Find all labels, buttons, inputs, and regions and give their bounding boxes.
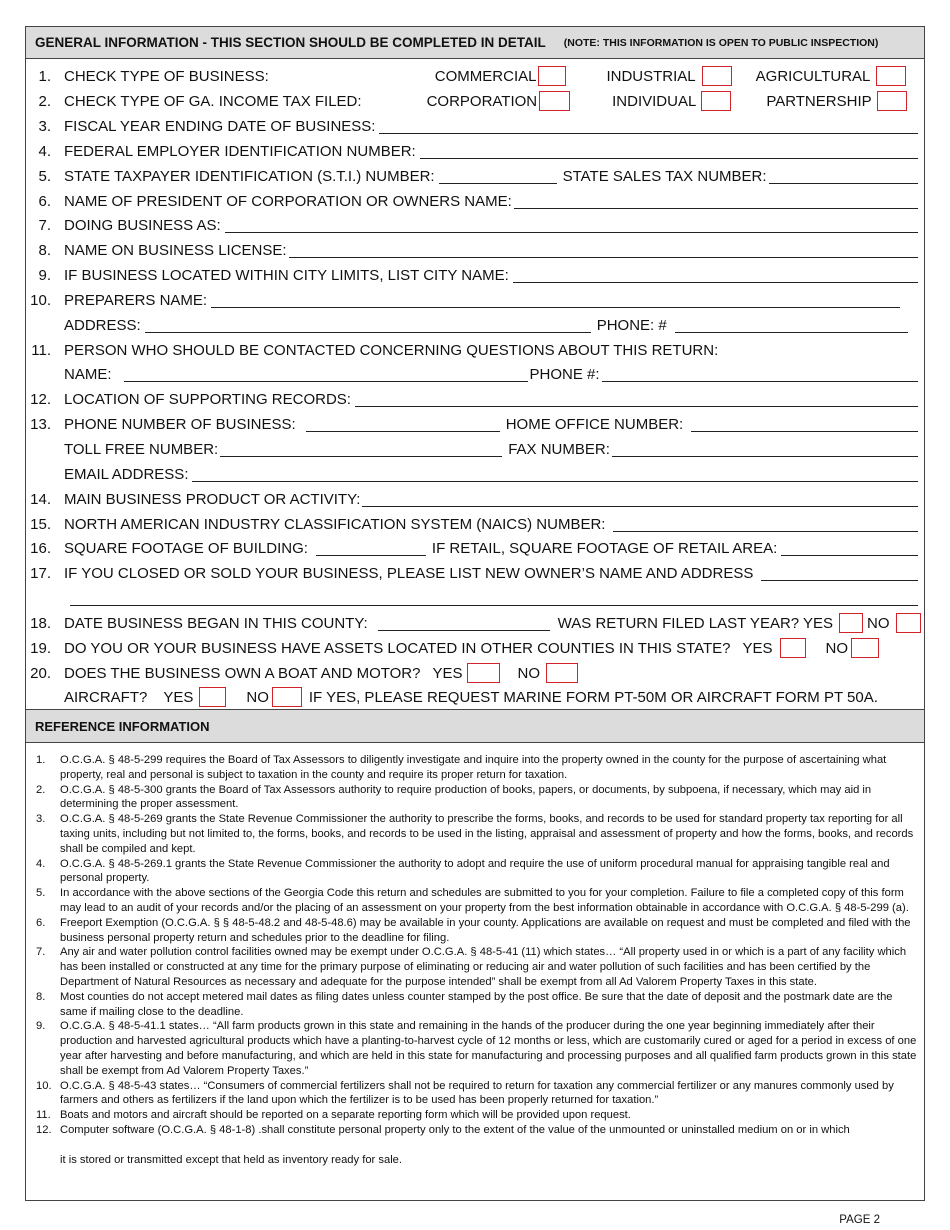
reference-item-number	[36, 1153, 60, 1168]
supporting-records-field[interactable]	[355, 392, 918, 407]
aircraft-label: AIRCRAFT?	[64, 688, 148, 706]
date-began-label: DATE BUSINESS BEGAN IN THIS COUNTY:	[64, 614, 368, 632]
filed-last-year-no-label: NO	[867, 614, 890, 632]
date-began-field[interactable]	[378, 616, 550, 631]
other-counties-no-label: NO	[825, 639, 849, 657]
fiscal-year-label: FISCAL YEAR ENDING DATE OF BUSINESS:	[64, 117, 376, 135]
reference-item-text: Most counties do not accept metered mail dates as filing dates unless counter stamped by the post office. Be sure that the date of deposit and the postmark date are the same if mailing close to the deadline.	[60, 990, 893, 1018]
row-sti	[26, 164, 924, 188]
reference-item-text: it is stored or transmitted except that held as inventory ready for sale.	[60, 1153, 403, 1166]
home-office-label: HOME OFFICE NUMBER:	[505, 415, 684, 433]
reference-item-number: 3.	[36, 813, 46, 826]
item-number: 1.	[38, 67, 51, 85]
row-date-began	[26, 611, 924, 635]
business-phone-field[interactable]	[306, 417, 500, 432]
reference-item-text: O.C.G.A. § 48-5-300 grants the Board of Tax Assessors authority to require production of books, papers, or documents, by subpoena, if necessary, which may aid in determining the proper assessment.	[60, 783, 872, 811]
reference-list	[36, 753, 920, 1168]
individual-checkbox[interactable]	[701, 91, 731, 111]
reference-item-text: Any air and water pollution control facilities owned may be exempt under O.C.G.A. § 48-5-41 (11) which states… “All property used in or which is a part of any facility which has been installed or constructed at any time for the primary purpose of eliminating or reducing air and water pollution of such facilities and has been certified by the Department of Natural Resources as necessary and adequate for the purpose intended” shall be exempt from all Ad Valorem Property Taxes in this state.	[60, 946, 907, 988]
reference-item	[36, 783, 920, 813]
corporation-checkbox[interactable]	[539, 91, 570, 111]
reference-item	[36, 753, 920, 783]
reference-item	[36, 1019, 920, 1078]
sti-label: STATE TAXPAYER IDENTIFICATION (S.T.I.) NUMBER:	[64, 167, 435, 185]
row-fein	[26, 139, 924, 163]
item-number: 5.	[38, 167, 51, 185]
reference-item	[36, 916, 920, 946]
square-footage-label: SQUARE FOOTAGE OF BUILDING:	[64, 539, 308, 557]
item-number: 20.	[30, 664, 51, 682]
naics-field[interactable]	[613, 517, 918, 532]
marine-aircraft-form-note: IF YES, PLEASE REQUEST MARINE FORM PT-50M OR AIRCRAFT FORM PT 50A.	[308, 688, 878, 706]
preparer-address-label: ADDRESS:	[64, 316, 141, 334]
owner-name-label: NAME OF PRESIDENT OF CORPORATION OR OWNERS NAME:	[64, 192, 512, 210]
row-square-footage	[26, 536, 924, 560]
new-owner-field[interactable]	[761, 566, 918, 581]
corporation-label: CORPORATION	[426, 92, 538, 110]
item-number: 16.	[30, 539, 51, 557]
partnership-checkbox[interactable]	[877, 91, 907, 111]
row-main-product	[26, 487, 924, 511]
contact-person-label: PERSON WHO SHOULD BE CONTACTED CONCERNING QUESTIONS ABOUT THIS RETURN:	[64, 341, 719, 359]
reference-info-header	[26, 709, 924, 743]
item-number: 6.	[38, 192, 51, 210]
preparer-name-label: PREPARERS NAME:	[64, 291, 208, 309]
dba-label: DOING BUSINESS AS:	[64, 216, 221, 234]
owner-name-field[interactable]	[514, 194, 918, 209]
contact-name-label: NAME:	[64, 365, 112, 383]
preparer-phone-field[interactable]	[675, 318, 908, 333]
boat-yes-checkbox[interactable]	[467, 663, 500, 683]
item-number: 8.	[38, 241, 51, 259]
commercial-checkbox[interactable]	[538, 66, 566, 86]
main-product-label: MAIN BUSINESS PRODUCT OR ACTIVITY:	[64, 490, 361, 508]
row-preparer-address	[26, 313, 924, 337]
agricultural-checkbox[interactable]	[876, 66, 906, 86]
row-contact-name	[26, 362, 924, 386]
row-business-phone	[26, 412, 924, 436]
preparer-phone-label: PHONE: #	[596, 316, 667, 334]
row-city-name	[26, 263, 924, 287]
reference-item-number: 7.	[36, 946, 46, 959]
contact-phone-label: PHONE #:	[529, 365, 600, 383]
boat-no-checkbox[interactable]	[546, 663, 578, 683]
item-number: 11.	[31, 341, 51, 359]
reference-item-number: 10.	[36, 1079, 52, 1092]
boat-motor-label: DOES THE BUSINESS OWN A BOAT AND MOTOR?	[64, 664, 421, 682]
aircraft-no-label: NO	[246, 688, 269, 706]
email-label: EMAIL ADDRESS:	[64, 465, 189, 483]
industrial-label: INDUSTRIAL	[606, 67, 696, 85]
reference-item-text: O.C.G.A. § 48-5-299 requires the Board of Tax Assessors to diligently investigate and inquire into the property owned in the county for the purpose of ascertaining what property, real and personal is subject to taxation in the county and require its proper return for taxation.	[60, 754, 887, 781]
reference-item-text: O.C.G.A. § 48-5-269 grants the State Revenue Commissioner the authority to prescribe the forms, books, and records to be used for standard property tax reporting for all taxing units, including but not limited to, the forms, books, and records to be used in the listing, appraisal and assessment of property and how the forms, books, and records shall be compiled and kept.	[60, 813, 914, 855]
retail-area-field[interactable]	[781, 541, 918, 556]
item-number: 7.	[38, 216, 51, 234]
reference-item	[36, 1108, 920, 1123]
general-info-title: GENERAL INFORMATION - THIS SECTION SHOULD BE COMPLETED IN DETAIL	[35, 35, 546, 50]
row-email	[26, 462, 924, 486]
filed-last-year-yes-label: WAS RETURN FILED LAST YEAR? YES	[557, 614, 834, 632]
reference-item-number: 12.	[36, 1123, 52, 1136]
dba-field[interactable]	[225, 218, 918, 233]
row-business-license	[26, 238, 924, 262]
toll-free-label: TOLL FREE NUMBER:	[64, 440, 219, 458]
item-number: 19.	[30, 639, 51, 657]
reference-item-number: 8.	[36, 990, 46, 1003]
other-counties-yes-checkbox[interactable]	[780, 638, 806, 658]
filed-last-year-no-checkbox[interactable]	[896, 613, 921, 633]
row-fiscal-year	[26, 114, 924, 138]
preparer-name-field[interactable]	[211, 293, 900, 308]
reference-item	[36, 886, 920, 916]
reference-item-number: 1.	[36, 754, 46, 766]
item-number: 3.	[38, 117, 51, 135]
boat-yes-label: YES	[432, 664, 463, 682]
business-license-label: NAME ON BUSINESS LICENSE:	[64, 241, 287, 259]
row-income-tax-type	[26, 89, 924, 113]
reference-item-number: 11.	[36, 1109, 51, 1122]
reference-item-number: 6.	[36, 916, 46, 929]
row-other-counties	[26, 636, 924, 660]
new-owner-field-line2[interactable]	[70, 591, 918, 606]
main-product-field[interactable]	[362, 492, 918, 507]
individual-label: INDIVIDUAL	[612, 92, 697, 110]
partnership-label: PARTNERSHIP	[766, 92, 872, 110]
reference-item	[36, 1079, 920, 1109]
reference-item-number: 9.	[36, 1020, 46, 1033]
reference-item-text: In accordance with the above sections of the Georgia Code this return and schedules are submitted to you for your completion. Failure to file a completed copy of this form may lead to an audit of your records and/or the placing of an assessment on your property from the best information obtainable in accordance with O.C.G.A. § 48-5-299 (a).	[60, 887, 909, 914]
contact-name-field[interactable]	[124, 367, 528, 382]
business-phone-label: PHONE NUMBER OF BUSINESS:	[64, 415, 296, 433]
new-owner-label: IF YOU CLOSED OR SOLD YOUR BUSINESS, PLEASE LIST NEW OWNER’S NAME AND ADDRESS	[64, 564, 754, 582]
fax-field[interactable]	[612, 442, 918, 457]
city-name-field[interactable]	[513, 268, 918, 283]
sales-tax-field[interactable]	[769, 169, 918, 184]
item-number: 17.	[30, 564, 51, 582]
naics-label: NORTH AMERICAN INDUSTRY CLASSIFICATION SYSTEM (NAICS) NUMBER:	[64, 515, 606, 533]
toll-free-field[interactable]	[220, 442, 502, 457]
reference-item	[36, 1153, 920, 1168]
fax-label: FAX NUMBER:	[508, 440, 610, 458]
row-contact-person	[26, 338, 924, 362]
aircraft-yes-label: YES	[163, 688, 194, 706]
contact-phone-field[interactable]	[602, 367, 918, 382]
agricultural-label: AGRICULTURAL	[755, 67, 871, 85]
reference-item	[36, 990, 920, 1020]
row-preparer-name	[26, 288, 924, 312]
commercial-label: COMMERCIAL	[434, 67, 537, 85]
preparer-address-field[interactable]	[145, 318, 591, 333]
item-number: 9.	[38, 266, 51, 284]
row-new-owner-line2	[26, 586, 924, 610]
income-tax-type-label: CHECK TYPE OF GA. INCOME TAX FILED:	[64, 92, 362, 110]
reference-item-text: O.C.G.A. § 48-5-269.1 grants the State Revenue Commissioner the authority to adopt and require the use of uniform procedural manual for appraising tangible real and personal property.	[60, 857, 890, 885]
business-type-label: CHECK TYPE OF BUSINESS:	[64, 67, 269, 85]
business-license-field[interactable]	[289, 243, 918, 258]
fein-label: FEDERAL EMPLOYER IDENTIFICATION NUMBER:	[64, 142, 416, 160]
fiscal-year-field[interactable]	[379, 119, 918, 134]
city-name-label: IF BUSINESS LOCATED WITHIN CITY LIMITS, LIST CITY NAME:	[64, 266, 509, 284]
reference-item-text: Boats and motors and aircraft should be reported on a separate reporting form which will be provided upon request.	[60, 1109, 631, 1122]
aircraft-no-checkbox[interactable]	[272, 687, 302, 707]
email-field[interactable]	[192, 467, 918, 482]
reference-item-text: Freeport Exemption (O.C.G.A. § § 48-5-48.2 and 48-5-48.6) may be available in your county. Applications are available on request and must be completed and filed with the business personal property return and schedules prior to the deadline for filing.	[60, 916, 911, 944]
item-number: 15.	[30, 515, 51, 533]
public-inspection-note: (NOTE: THIS INFORMATION IS OPEN TO PUBLIC INSPECTION)	[563, 36, 879, 49]
reference-item	[36, 812, 920, 856]
reference-item	[36, 857, 920, 887]
reference-item-text: O.C.G.A. § 48-5-41.1 states… “All farm products grown in this state and remaining in the hands of the producer during the one year beginning immediately after their production and harvested agricultural products which have a planting-to-harvest cycle of 12 months or less, which are customarily cured or aged for a period in excess of one year after harvesting and before manufacturing, and which are held in this state for manufacturing and processing purposes and all qualified farm products grown in this state shall be exempt from Ad Valorem Property Taxes.”	[60, 1020, 917, 1077]
item-number: 2.	[38, 92, 51, 110]
item-number: 18.	[30, 614, 51, 632]
item-number: 13.	[30, 415, 51, 433]
reference-item	[36, 945, 920, 989]
other-counties-yes-label: YES	[742, 639, 773, 657]
row-business-type	[26, 64, 924, 88]
general-info-header	[26, 27, 924, 59]
supporting-records-label: LOCATION OF SUPPORTING RECORDS:	[64, 390, 351, 408]
square-footage-field[interactable]	[316, 541, 426, 556]
boat-no-label: NO	[517, 664, 540, 682]
row-supporting-records	[26, 387, 924, 411]
other-counties-no-checkbox[interactable]	[851, 638, 879, 658]
sales-tax-label: STATE SALES TAX NUMBER:	[562, 167, 767, 185]
fein-field[interactable]	[420, 144, 918, 159]
reference-item-text: Computer software (O.C.G.A. § 48-1-8) .shall constitute personal property only to the extent of the value of the unmounted or uninstalled medium on or in which	[60, 1123, 850, 1136]
item-number: 10.	[30, 291, 51, 309]
row-toll-free	[26, 437, 924, 461]
reference-item-text: O.C.G.A. § 48-5-43 states… “Consumers of commercial fertilizers shall not be required to return for taxation any commercial fertilizer or any manures commonly used by farmers and others as fertilizers if the land upon which the fertilizer is to be used has been properly returned for taxation.”	[60, 1079, 894, 1107]
aircraft-yes-checkbox[interactable]	[199, 687, 226, 707]
item-number: 14.	[30, 490, 51, 508]
reference-item-number: 5.	[36, 887, 46, 900]
item-number: 4.	[38, 142, 51, 160]
reference-info-title: REFERENCE INFORMATION	[35, 718, 210, 734]
form-frame	[25, 26, 925, 1226]
row-boat-motor	[26, 661, 924, 685]
reference-item	[36, 1123, 920, 1138]
row-owner-name	[26, 189, 924, 213]
filed-last-year-yes-checkbox[interactable]	[839, 613, 863, 633]
row-new-owner	[26, 561, 924, 585]
row-dba	[26, 213, 924, 237]
reference-item-number: 4.	[36, 857, 46, 870]
row-naics	[26, 512, 924, 536]
home-office-field[interactable]	[691, 417, 918, 432]
industrial-checkbox[interactable]	[702, 66, 732, 86]
reference-item-number: 2.	[36, 783, 46, 796]
other-counties-label: DO YOU OR YOUR BUSINESS HAVE ASSETS LOCATED IN OTHER COUNTIES IN THIS STATE?	[64, 639, 731, 657]
sti-field[interactable]	[439, 169, 557, 184]
row-aircraft	[26, 685, 924, 709]
item-number: 12.	[30, 390, 51, 408]
page-number: PAGE 2	[839, 1214, 880, 1226]
retail-area-label: IF RETAIL, SQUARE FOOTAGE OF RETAIL AREA:	[431, 539, 778, 557]
